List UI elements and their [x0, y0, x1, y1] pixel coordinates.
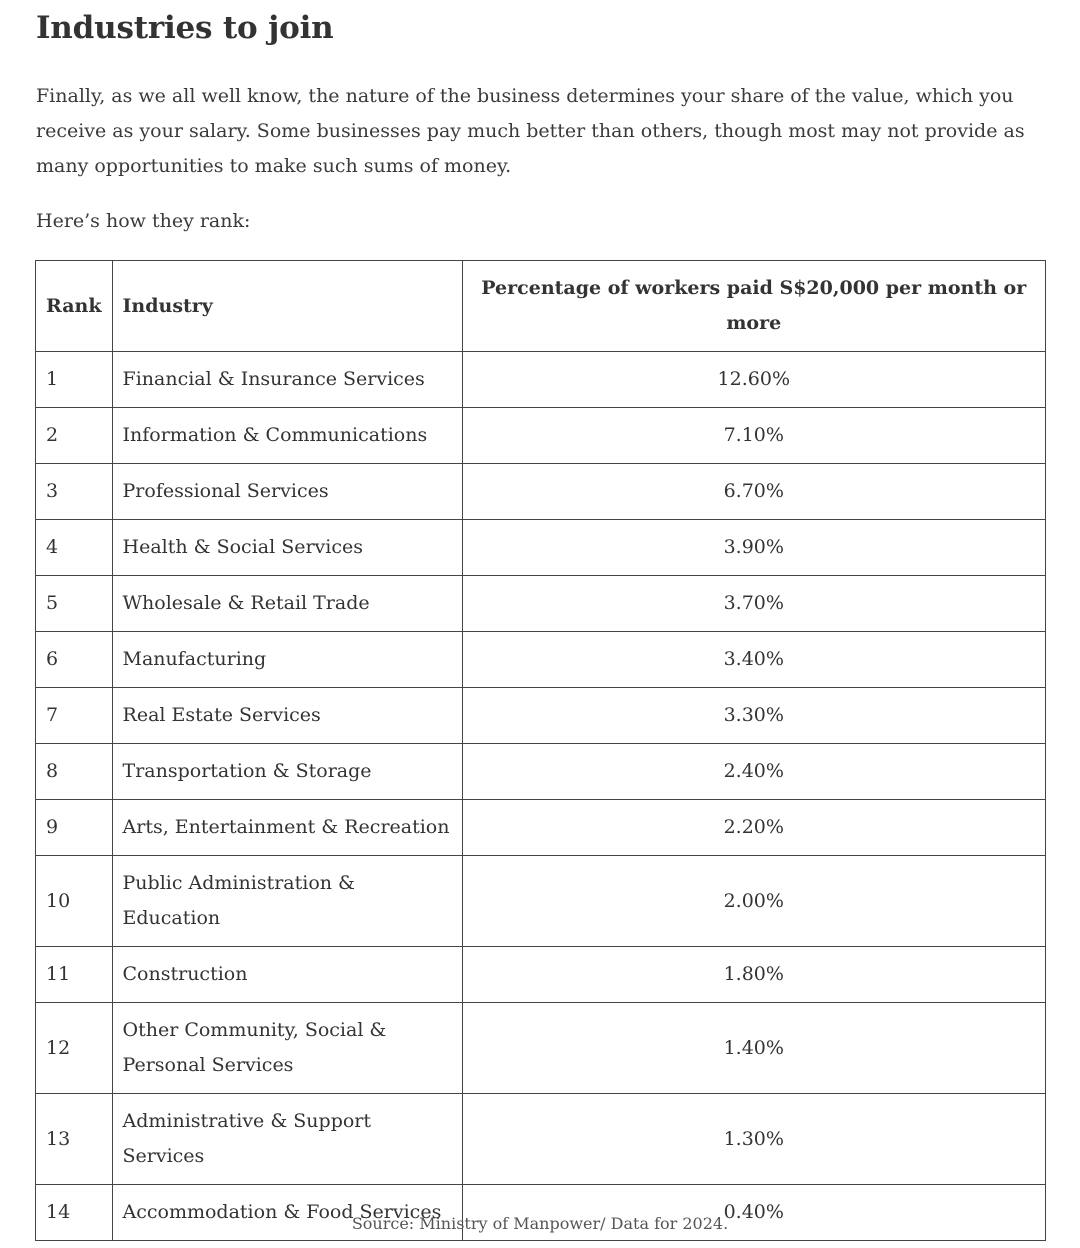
table-row: [36, 408, 1046, 464]
industry-cell: Other Community, Social & Personal Services: [112, 1003, 462, 1094]
table-lead-text: Here’s how they rank:: [36, 210, 251, 232]
percentage-cell: 3.40%: [462, 632, 1045, 688]
rank-cell: 6: [36, 632, 113, 688]
industry-cell: Administrative & Support Services: [112, 1094, 462, 1185]
industry-cell: Public Administration & Education: [112, 856, 462, 947]
rank-cell: 1: [36, 352, 113, 408]
industry-cell: Transportation & Storage: [112, 744, 462, 800]
industry-cell: Accommodation & Food Services: [112, 1185, 462, 1241]
rank-cell: 14: [36, 1185, 113, 1241]
table-row: [36, 744, 1046, 800]
percentage-cell: 1.80%: [462, 947, 1045, 1003]
industry-cell: Real Estate Services: [112, 688, 462, 744]
rank-cell: 8: [36, 744, 113, 800]
industry-ranking-table: [35, 260, 1046, 1241]
percentage-cell: 3.90%: [462, 520, 1045, 576]
industry-cell: Information & Communications: [112, 408, 462, 464]
percentage-cell: 1.30%: [462, 1094, 1045, 1185]
industry-cell: Manufacturing: [112, 632, 462, 688]
industry-cell: Health & Social Services: [112, 520, 462, 576]
table-row: [36, 520, 1046, 576]
percentage-cell: 2.40%: [462, 744, 1045, 800]
percentage-cell: 3.30%: [462, 688, 1045, 744]
table-header-row: [36, 261, 1046, 352]
table-row: [36, 352, 1046, 408]
industry-cell: Financial & Insurance Services: [112, 352, 462, 408]
table-row: [36, 464, 1046, 520]
header-industry: Industry: [112, 261, 462, 352]
table-row: [36, 1094, 1046, 1185]
percentage-cell: 0.40%: [462, 1185, 1045, 1241]
rank-cell: 3: [36, 464, 113, 520]
rank-cell: 13: [36, 1094, 113, 1185]
rank-cell: 2: [36, 408, 113, 464]
rank-cell: 9: [36, 800, 113, 856]
rank-cell: 12: [36, 1003, 113, 1094]
percentage-cell: 1.40%: [462, 1003, 1045, 1094]
industry-cell: Construction: [112, 947, 462, 1003]
table-row: [36, 576, 1046, 632]
header-percentage: Percentage of workers paid S$20,000 per month or more: [462, 261, 1045, 352]
percentage-cell: 12.60%: [462, 352, 1045, 408]
rank-cell: 7: [36, 688, 113, 744]
table-row: [36, 632, 1046, 688]
percentage-cell: 7.10%: [462, 408, 1045, 464]
industry-cell: Wholesale & Retail Trade: [112, 576, 462, 632]
percentage-cell: 2.20%: [462, 800, 1045, 856]
header-rank: Rank: [36, 261, 113, 352]
table-row: [36, 856, 1046, 947]
section-heading: Industries to join: [36, 10, 334, 46]
table-row: [36, 947, 1046, 1003]
industry-cell: Arts, Entertainment & Recreation: [112, 800, 462, 856]
industry-cell: Professional Services: [112, 464, 462, 520]
intro-paragraph: Finally, as we all well know, the nature of the business determines your share of the value, which you receive as your salary. Some businesses pay much better than others, though most may not provide as many opportunities to make such sums of money.: [36, 85, 1025, 177]
rank-cell: 10: [36, 856, 113, 947]
table-row: [36, 800, 1046, 856]
percentage-cell: 6.70%: [462, 464, 1045, 520]
rank-cell: 5: [36, 576, 113, 632]
table-row: [36, 688, 1046, 744]
percentage-cell: 2.00%: [462, 856, 1045, 947]
percentage-cell: 3.70%: [462, 576, 1045, 632]
rank-cell: 4: [36, 520, 113, 576]
rank-cell: 11: [36, 947, 113, 1003]
table-source-caption: Source: Ministry of Manpower/ Data for 2024.: [351, 1214, 729, 1233]
table-row: [36, 1003, 1046, 1094]
